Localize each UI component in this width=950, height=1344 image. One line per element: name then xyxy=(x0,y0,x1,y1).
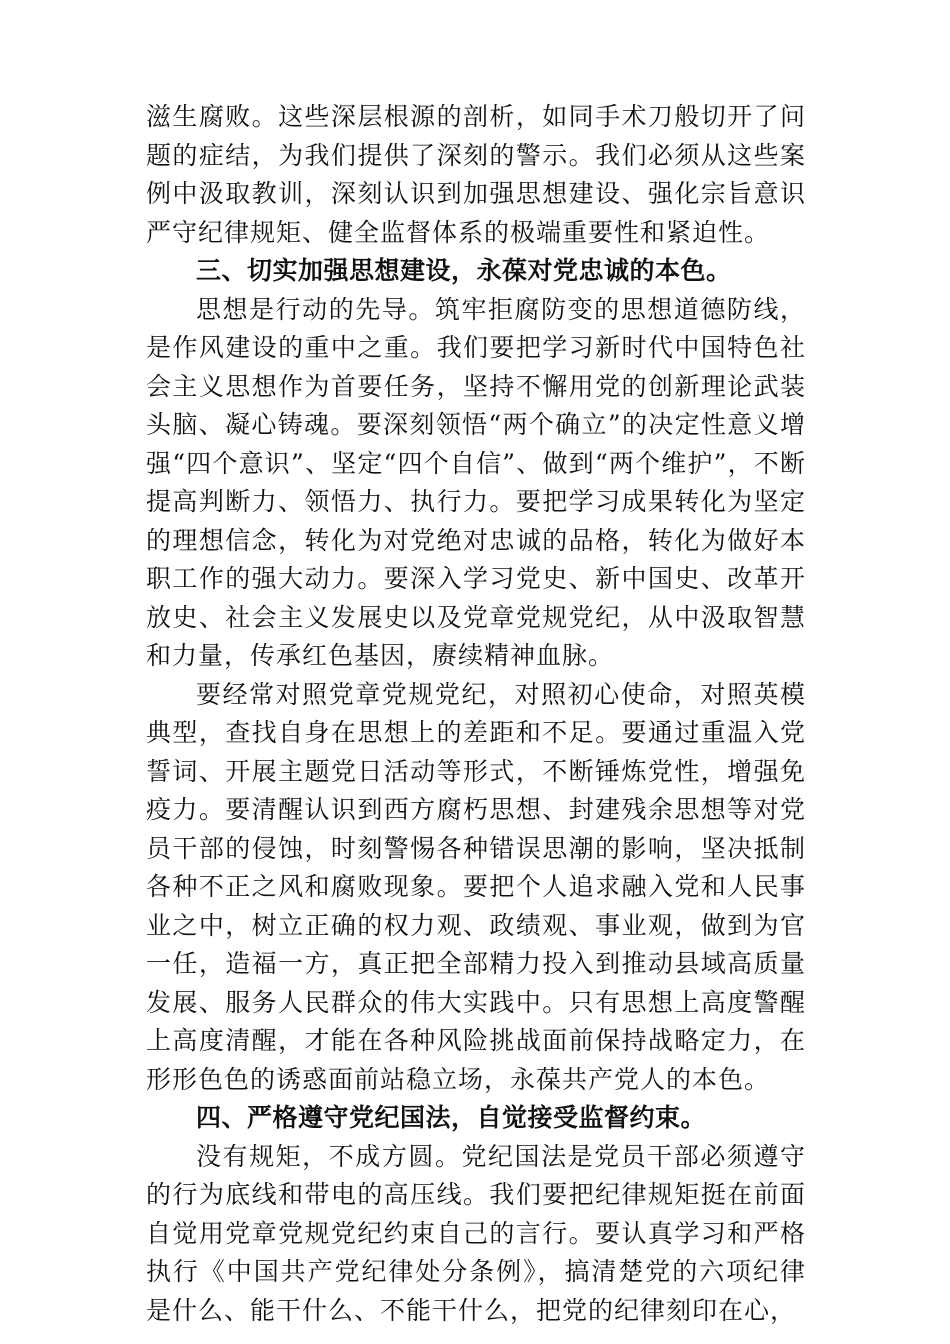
paragraph-self-examination: 要经常对照党章党规党纪，对照初心使命，对照英模典型，查找自身在思想上的差距和不足。要通过重温入党誓词、开展主题党日活动等形式，不断锤炼党性，增强免疫力。要清醒认识到西方腐朽思想、封建残余思想等对党员干部的侵蚀，时刻警惕各种错误思潮的影响，坚决抵制各种不正之风和腐败现象。要把个人追求融入党和人民事业之中，树立正确的权力观、政绩观、事业观，做到为官一任，造福一方，真正把全部精力投入到推动县域高质量发展、服务人民群众的伟大实践中。只有思想上高度警醒上高度清醒，才能在各种风险挑战面前保持战略定力，在形形色色的诱惑面前站稳立场，永葆共产党人的本色。 xyxy=(146,679,806,1094)
section-heading-four: 四、严格遵守党纪国法，自觉接受监督约束。 xyxy=(196,1103,707,1132)
document-page xyxy=(146,98,806,1330)
paragraph-discipline: 没有规矩，不成方圆。党纪国法是党员干部必须遵守的行为底线和带电的高压线。我们要把纪律规矩挺在前面自觉用党章党规党纪约束自己的言行。要认真学习和严格执行《中国共产党纪律处分条例》，搞清楚党的六项纪律是什么、能干什么、不能干什么，把党的纪律刻印在心， xyxy=(146,1141,806,1325)
section-heading-three: 三、切实加强思想建设，永葆对党忠诚的本色。 xyxy=(196,256,732,285)
paragraph-intro: 滋生腐败。这些深层根源的剖析，如同手术刀般切开了问题的症结，为我们提供了深刻的警示。我们必须从这些案例中汲取教训，深刻认识到加强思想建设、强化宗旨意识严守纪律规矩、健全监督体系的极端重要性和紧迫性。 xyxy=(146,102,806,247)
paragraph-thought-guidance: 思想是行动的先导。筑牢拒腐防变的思想道德防线，是作风建设的重中之重。我们要把学习新时代中国特色社会主义思想作为首要任务，坚持不懈用党的创新理论武装头脑、凝心铸魂。要深刻领悟“两个确立”的决定性意义增强“四个意识”、坚定“四个自信”、做到“两个维护”，不断提高判断力、领悟力、执行力。要把学习成果转化为坚定的理想信念，转化为对党绝对忠诚的品格，转化为做好本职工作的强大动力。要深入学习党史、新中国史、改革开放史、社会主义发展史以及党章党规党纪，从中汲取智慧和力量，传承红色基因，赓续精神血脉。 xyxy=(146,294,806,670)
